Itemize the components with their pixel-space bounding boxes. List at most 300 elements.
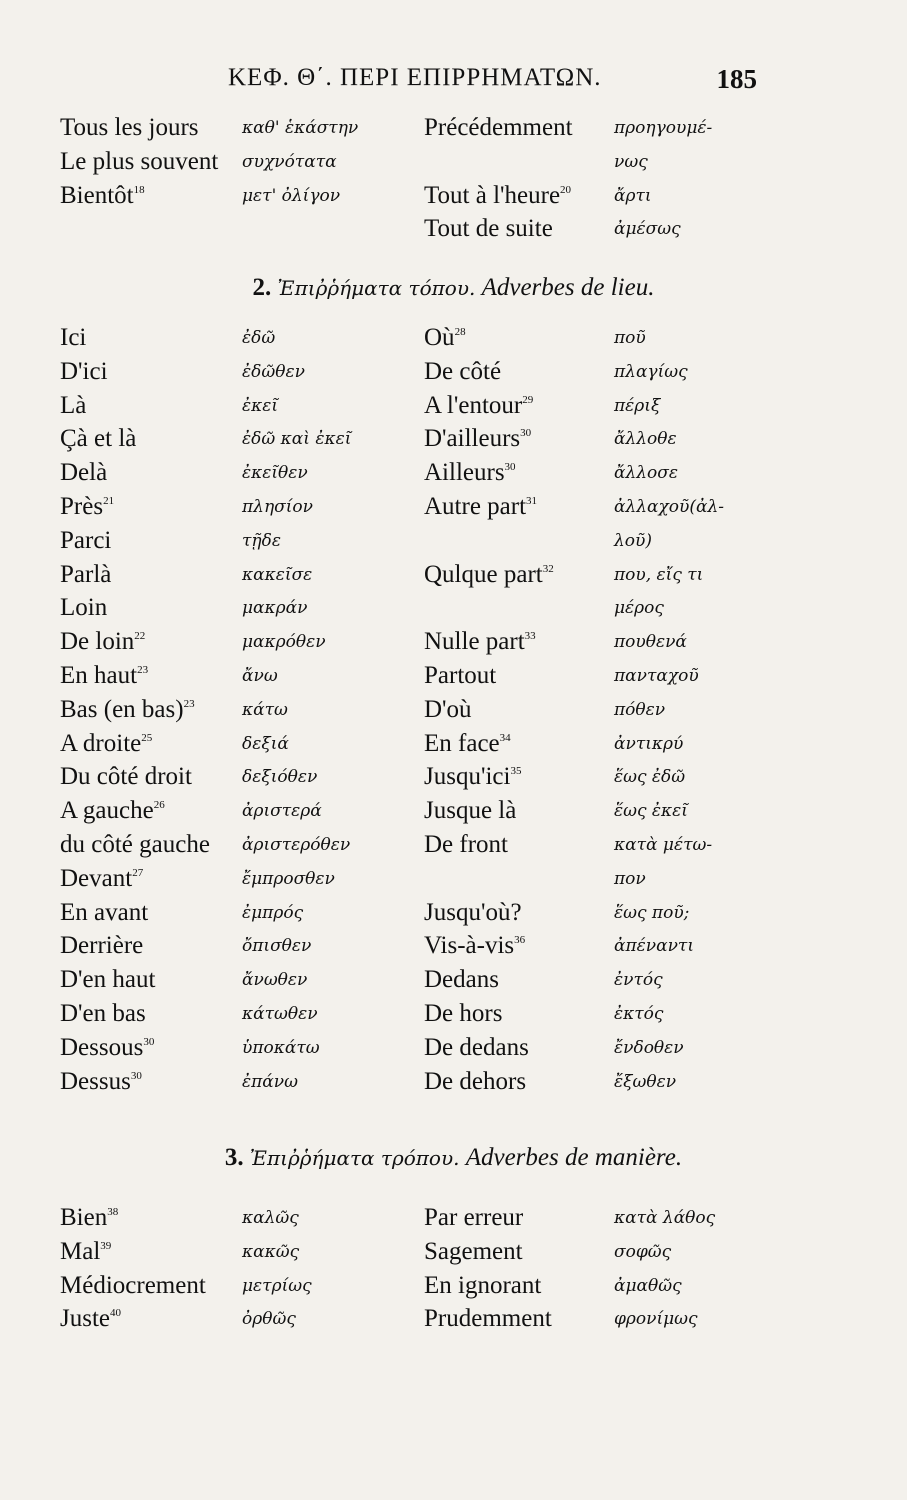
french-term-right	[424, 1034, 529, 1062]
greek-term-right-text: ἕως ποῦ;	[614, 902, 690, 923]
french-term-left	[60, 1272, 206, 1300]
vocab-row	[60, 182, 780, 216]
greek-term-left	[242, 1068, 298, 1092]
vocab-row	[60, 561, 780, 595]
greek-term-right-text: πέριξ	[614, 395, 661, 416]
vocab-row	[60, 358, 780, 392]
greek-term-right	[614, 662, 699, 686]
greek-term-left	[242, 763, 317, 787]
vocab-row	[60, 966, 780, 1000]
french-term-left-text: Là	[60, 391, 87, 419]
footnote-ref: 26	[153, 799, 165, 812]
french-term-right-text: De hors	[424, 999, 503, 1027]
french-term-right-text: Sagement	[424, 1237, 523, 1265]
french-term-right-text: Dedans	[424, 966, 499, 994]
french-term-right-text: Jusque là	[424, 797, 517, 825]
place-adverbs-table	[60, 324, 780, 1101]
french-term-left	[60, 1204, 118, 1232]
french-term-left-text: Dessus	[60, 1067, 131, 1095]
greek-term-right-text: πόθεν	[614, 699, 666, 720]
french-term-left-text: Parlà	[60, 560, 112, 588]
french-term-right	[424, 561, 554, 589]
section-french-title: Adverbes de manière.	[465, 1144, 683, 1171]
french-term-left	[60, 148, 218, 176]
greek-term-right-text: κατὰ λάθος	[614, 1208, 716, 1228]
french-term-left	[60, 527, 111, 555]
french-term-right	[424, 1272, 541, 1300]
footnote-ref: 30	[143, 1035, 155, 1048]
greek-term-right-text: ἀμέσως	[614, 219, 681, 240]
greek-term-left-text: ὄπισθεν	[242, 936, 312, 957]
french-term-left	[60, 696, 195, 724]
french-term-right-text: Par erreur	[424, 1204, 524, 1231]
greek-term-right-text: ἔξωθεν	[614, 1071, 677, 1092]
vocab-row	[60, 215, 780, 249]
french-term-left	[60, 1034, 154, 1062]
greek-term-right	[614, 1238, 671, 1262]
greek-term-left	[242, 1000, 318, 1024]
greek-term-right-text: προηγουμέ-	[614, 118, 713, 138]
section-heading-manner	[0, 1144, 907, 1172]
greek-term-right	[614, 1272, 682, 1296]
greek-term-left-text: μετρίως	[242, 1275, 312, 1296]
french-term-left-text: Le plus souvent	[60, 147, 219, 175]
greek-term-right-text: ποῦ	[614, 328, 646, 348]
section-heading-place	[0, 274, 907, 302]
vocab-row	[60, 1204, 780, 1238]
french-term-right	[424, 459, 516, 487]
greek-term-right-text: ἐκτός	[614, 1003, 664, 1024]
vocab-row	[60, 1000, 780, 1034]
greek-term-right	[614, 966, 663, 990]
greek-term-right-text: λοῦ)	[614, 530, 652, 551]
greek-term-left	[242, 1204, 299, 1228]
greek-term-left-text: κακῶς	[242, 1241, 300, 1262]
french-term-left-text: Dessous	[60, 1033, 144, 1061]
french-term-right	[424, 493, 537, 521]
greek-term-right-text: ἄρτι	[614, 185, 652, 206]
greek-term-right-text: φρονίμως	[614, 1309, 698, 1330]
greek-term-right	[614, 493, 724, 517]
french-term-left	[60, 831, 210, 859]
french-term-left-text: Loin	[60, 594, 108, 622]
french-term-right	[424, 696, 472, 724]
french-term-right	[424, 114, 573, 142]
greek-term-right	[614, 425, 677, 449]
french-term-left	[60, 1000, 146, 1028]
vocab-row	[60, 148, 780, 182]
french-term-right	[424, 215, 553, 243]
greek-term-right	[614, 763, 685, 787]
greek-term-left-text: ἄνωθεν	[242, 970, 308, 991]
french-term-left-text: Médiocrement	[60, 1271, 206, 1299]
greek-term-left-text: μακράν	[242, 598, 308, 619]
greek-term-left-text: δεξιόθεν	[242, 767, 318, 788]
vocab-row	[60, 459, 780, 493]
french-term-left-text: Du côté droit	[60, 763, 192, 791]
greek-term-left-text: ἐπάνω	[242, 1071, 298, 1092]
footnote-ref: 31	[526, 494, 538, 507]
greek-term-right	[614, 628, 687, 652]
vocab-row	[60, 527, 780, 561]
vocab-row	[60, 797, 780, 831]
vocab-row	[60, 662, 780, 696]
french-term-right	[424, 392, 533, 420]
section-french-title: Adverbes de lieu.	[481, 274, 655, 301]
greek-term-right-text: ἄλλοθε	[614, 429, 677, 450]
greek-term-right	[614, 831, 712, 855]
french-term-right-text: A l'entour	[424, 391, 523, 419]
greek-term-left	[242, 662, 278, 686]
french-term-left-text: Çà et là	[60, 425, 137, 453]
vocab-row	[60, 831, 780, 865]
french-term-right-text: Ailleurs	[424, 459, 505, 487]
vocab-row	[60, 865, 780, 899]
french-term-left-text: D'ici	[60, 357, 108, 385]
footnote-ref: 39	[100, 1239, 112, 1252]
vocab-row	[60, 730, 780, 764]
french-term-right-text: Où	[424, 324, 455, 351]
greek-term-right-text: σοφῶς	[614, 1241, 672, 1262]
vocab-row	[60, 324, 780, 358]
greek-term-right	[614, 932, 694, 956]
greek-term-right-text: ἕως ἐδῶ	[614, 767, 686, 788]
french-term-right	[424, 899, 522, 927]
vocab-row	[60, 1238, 780, 1272]
vocab-row	[60, 628, 780, 662]
french-term-left	[60, 594, 107, 622]
greek-term-left-text: πλησίον	[242, 496, 313, 517]
french-term-left	[60, 425, 136, 453]
french-term-left	[60, 865, 143, 893]
greek-term-left	[242, 628, 326, 652]
greek-term-right-text: ἀπέναντι	[614, 936, 694, 957]
section-number: 3.	[224, 1144, 244, 1171]
time-adverbs-table	[60, 114, 780, 249]
greek-term-left	[242, 459, 308, 483]
greek-term-right-text: ἀλλαχοῦ(ἀλ-	[614, 496, 725, 517]
french-term-right-text: De dehors	[424, 1067, 527, 1095]
greek-term-left	[242, 932, 311, 956]
french-term-left-text: Delà	[60, 459, 108, 487]
greek-term-left	[242, 527, 281, 551]
greek-term-left-text: καλῶς	[242, 1208, 299, 1228]
greek-term-left-text: ἐδῶ	[242, 328, 276, 348]
french-term-left	[60, 899, 148, 927]
vocab-row	[60, 1068, 780, 1102]
french-term-right	[424, 324, 466, 352]
footnote-ref: 32	[542, 562, 554, 575]
footnote-ref: 20	[560, 183, 572, 196]
footnote-ref: 36	[514, 934, 526, 947]
french-term-left-text: Bientôt	[60, 181, 134, 209]
footnote-ref: 28	[454, 326, 466, 338]
greek-term-left-text: μακρόθεν	[242, 632, 326, 653]
greek-term-left	[242, 392, 278, 416]
french-term-left-text: En haut	[60, 661, 138, 689]
footnote-ref: 35	[510, 765, 522, 778]
greek-term-right	[614, 1000, 663, 1024]
greek-term-left-text: ἐμπρός	[242, 902, 304, 923]
footnote-ref: 27	[132, 866, 144, 879]
greek-term-right	[614, 730, 683, 754]
french-term-right-text: D'où	[424, 695, 472, 723]
french-term-right	[424, 1068, 526, 1096]
chapter-title: ΚΕΦ. Θ΄. ΠΕΡΙ ΕΠΙΡΡΗΜΑΤΩΝ.	[228, 64, 602, 91]
greek-term-left-text: κάτωθεν	[242, 1003, 318, 1024]
french-term-right	[424, 1204, 523, 1232]
french-term-left-text: Près	[60, 492, 104, 520]
greek-term-left	[242, 148, 337, 172]
vocab-row	[60, 696, 780, 730]
footnote-ref: 29	[522, 393, 534, 406]
greek-term-left	[242, 730, 289, 754]
greek-term-right	[614, 324, 646, 348]
greek-term-left-text: κάτω	[242, 699, 288, 720]
greek-term-right-text: πον	[614, 868, 646, 889]
french-term-right	[424, 628, 536, 656]
greek-term-right-text: νως	[614, 151, 648, 172]
greek-term-left	[242, 966, 307, 990]
greek-term-left	[242, 493, 313, 517]
french-term-right	[424, 358, 501, 386]
vocab-row	[60, 392, 780, 426]
french-term-right-text: Partout	[424, 661, 497, 689]
french-term-left-text: Devant	[60, 864, 133, 892]
greek-term-left	[242, 1238, 299, 1262]
greek-term-right-text: μέρος	[614, 598, 664, 619]
vocab-row	[60, 594, 780, 628]
french-term-left-text: Mal	[60, 1237, 101, 1265]
french-term-left	[60, 932, 143, 960]
french-term-left	[60, 628, 145, 656]
section-number: 2.	[252, 274, 272, 301]
greek-term-right	[614, 797, 688, 821]
greek-term-left-text: κακεῖσε	[242, 564, 313, 585]
french-term-right	[424, 662, 496, 690]
greek-term-left-text: συχνότατα	[242, 151, 337, 172]
greek-term-right-text: πανταχοῦ	[614, 665, 699, 686]
greek-term-left	[242, 899, 303, 923]
french-term-right-text: Autre part	[424, 492, 527, 520]
french-term-right	[424, 1000, 502, 1028]
french-term-left	[60, 358, 108, 386]
french-term-right	[424, 932, 525, 960]
french-term-left	[60, 797, 165, 825]
greek-term-left	[242, 865, 335, 889]
french-term-left-text: Tous les jours	[60, 114, 199, 141]
greek-term-left	[242, 797, 322, 821]
manner-adverbs-table	[60, 1204, 780, 1339]
greek-term-right-text: κατὰ μέτω-	[614, 834, 713, 855]
greek-term-left	[242, 114, 358, 138]
greek-term-left-text: δεξιά	[242, 733, 289, 754]
greek-term-left-text: ἐκεῖθεν	[242, 463, 308, 484]
vocab-row	[60, 1272, 780, 1306]
greek-term-left	[242, 696, 288, 720]
french-term-left	[60, 182, 145, 210]
footnote-ref: 22	[134, 630, 146, 643]
french-term-right-text: En face	[424, 729, 500, 757]
french-term-right-text: Vis-à-vis	[424, 932, 515, 960]
french-term-left	[60, 1068, 142, 1096]
greek-term-right	[614, 392, 660, 416]
greek-term-right	[614, 899, 689, 923]
greek-term-right-text: ἀμαθῶς	[614, 1275, 682, 1296]
french-term-right-text: Tout à l'heure	[424, 181, 561, 209]
greek-term-right	[614, 459, 678, 483]
greek-term-left-text: μετ' ὀλίγον	[242, 185, 341, 206]
greek-term-left-text: ἐκεῖ	[242, 395, 279, 416]
greek-term-right	[614, 594, 664, 618]
french-term-right	[424, 966, 499, 994]
french-term-left	[60, 493, 114, 521]
french-term-right	[424, 182, 571, 210]
french-term-right	[424, 831, 508, 859]
page-number: 185	[716, 64, 757, 94]
greek-term-left	[242, 182, 340, 206]
footnote-ref: 33	[524, 630, 536, 643]
greek-term-left-text: ἔμπροσθεν	[242, 868, 335, 889]
french-term-left-text: Parci	[60, 526, 112, 554]
french-term-left-text: du côté gauche	[60, 830, 210, 858]
french-term-left	[60, 114, 199, 142]
french-term-right	[424, 730, 511, 758]
french-term-left-text: Derrière	[60, 932, 144, 960]
french-term-left	[60, 392, 86, 420]
vocab-row	[60, 114, 780, 148]
french-term-right-text: Jusqu'où?	[424, 898, 522, 926]
greek-term-right-text: ἐντός	[614, 970, 663, 991]
greek-term-right	[614, 1204, 715, 1228]
french-term-left-text: A gauche	[60, 797, 154, 825]
french-term-right	[424, 1238, 523, 1266]
greek-term-right-text: πουθενά	[614, 632, 687, 653]
vocab-row	[60, 899, 780, 933]
greek-term-right	[614, 1068, 676, 1092]
french-term-left-text: En avant	[60, 898, 149, 926]
greek-term-right	[614, 215, 681, 239]
french-term-right-text: Tout de suite	[424, 215, 553, 243]
greek-term-right-text: πλαγίως	[614, 361, 688, 382]
french-term-left-text: Bien	[60, 1204, 108, 1231]
french-term-left-text: Bas (en bas)	[60, 695, 184, 723]
greek-term-right-text: ἔνδοθεν	[614, 1037, 684, 1058]
greek-term-right	[614, 1305, 698, 1329]
french-term-right-text: D'ailleurs	[424, 425, 521, 453]
greek-term-right	[614, 114, 712, 138]
french-term-right-text: Nulle part	[424, 628, 525, 656]
french-term-left-text: De loin	[60, 628, 135, 656]
vocab-row	[60, 763, 780, 797]
french-term-left	[60, 324, 86, 352]
greek-term-left	[242, 1305, 296, 1329]
greek-term-left	[242, 1272, 312, 1296]
greek-term-right	[614, 358, 688, 382]
greek-term-left-text: τῇδε	[242, 530, 281, 551]
french-term-left	[60, 561, 111, 589]
greek-term-right	[614, 148, 648, 172]
greek-term-left-text: ἄνω	[242, 665, 278, 686]
french-term-left	[60, 662, 148, 690]
greek-term-left	[242, 358, 305, 382]
french-term-right-text: En ignorant	[424, 1271, 542, 1299]
vocab-row	[60, 425, 780, 459]
greek-term-left	[242, 561, 312, 585]
greek-term-left-text: ἀριστερά	[242, 801, 322, 822]
greek-term-left-text: καθ' ἑκάστην	[242, 118, 359, 138]
footnote-ref: 40	[110, 1307, 121, 1320]
french-term-right	[424, 1305, 552, 1333]
greek-term-right	[614, 865, 646, 889]
greek-term-left-text: ὀρθῶς	[242, 1309, 296, 1330]
vocab-row	[60, 932, 780, 966]
footnote-ref: 34	[499, 731, 511, 744]
french-term-left	[60, 1238, 111, 1266]
greek-term-left-text: ὑποκάτω	[242, 1037, 320, 1058]
greek-term-left-text: ἀριστερόθεν	[242, 834, 351, 855]
greek-term-right-text: ἕως ἐκεῖ	[614, 801, 688, 822]
french-term-right-text: De dedans	[424, 1033, 529, 1061]
greek-term-right-text: που, εἴς τι	[614, 564, 704, 585]
footnote-ref: 21	[103, 494, 115, 507]
french-term-left-text: D'en bas	[60, 999, 146, 1027]
greek-term-left-text: ἐδῶθεν	[242, 361, 305, 382]
footnote-ref: 18	[133, 183, 145, 196]
greek-term-right	[614, 527, 652, 551]
french-term-left	[60, 730, 152, 758]
greek-term-right	[614, 696, 665, 720]
french-term-right-text: Prudemment	[424, 1305, 552, 1333]
footnote-ref: 30	[504, 461, 516, 474]
french-term-left	[60, 1305, 121, 1333]
french-term-left-text: D'en haut	[60, 966, 156, 994]
greek-term-left	[242, 425, 351, 449]
french-term-left	[60, 459, 107, 487]
section-greek-title: Ἐπιῤῥήματα τόπου.	[277, 276, 476, 300]
greek-term-right	[614, 182, 652, 206]
greek-term-right-text: ἀντικρύ	[614, 733, 684, 754]
french-term-right-text: De côté	[424, 357, 502, 385]
greek-term-left	[242, 324, 275, 348]
french-term-right-text: De front	[424, 830, 508, 858]
footnote-ref: 30	[520, 427, 532, 440]
french-term-left-text: Ici	[60, 324, 87, 351]
footnote-ref: 23	[183, 697, 195, 710]
running-header	[0, 64, 907, 104]
french-term-left-text: A droite	[60, 729, 142, 757]
vocab-row	[60, 1305, 780, 1339]
french-term-right	[424, 763, 521, 791]
french-term-right	[424, 425, 531, 453]
section-greek-title: Ἐπιῤῥήματα τρόπου.	[249, 1146, 460, 1170]
french-term-left	[60, 966, 155, 994]
footnote-ref: 23	[137, 663, 149, 676]
greek-term-right-text: ἄλλοσε	[614, 463, 678, 484]
footnote-ref: 25	[141, 731, 153, 744]
french-term-right	[424, 797, 516, 825]
french-term-right-text: Qulque part	[424, 560, 543, 588]
french-term-right-text: Jusqu'ici	[424, 763, 511, 791]
vocab-row	[60, 1034, 780, 1068]
footnote-ref: 38	[107, 1206, 119, 1218]
greek-term-left-text: ἐδῶ καὶ ἐκεῖ	[242, 429, 352, 450]
greek-term-left	[242, 1034, 320, 1058]
greek-term-left	[242, 831, 350, 855]
french-term-right-text: Précédemment	[424, 114, 573, 141]
french-term-left-text: Juste	[60, 1305, 110, 1333]
vocab-row	[60, 493, 780, 527]
